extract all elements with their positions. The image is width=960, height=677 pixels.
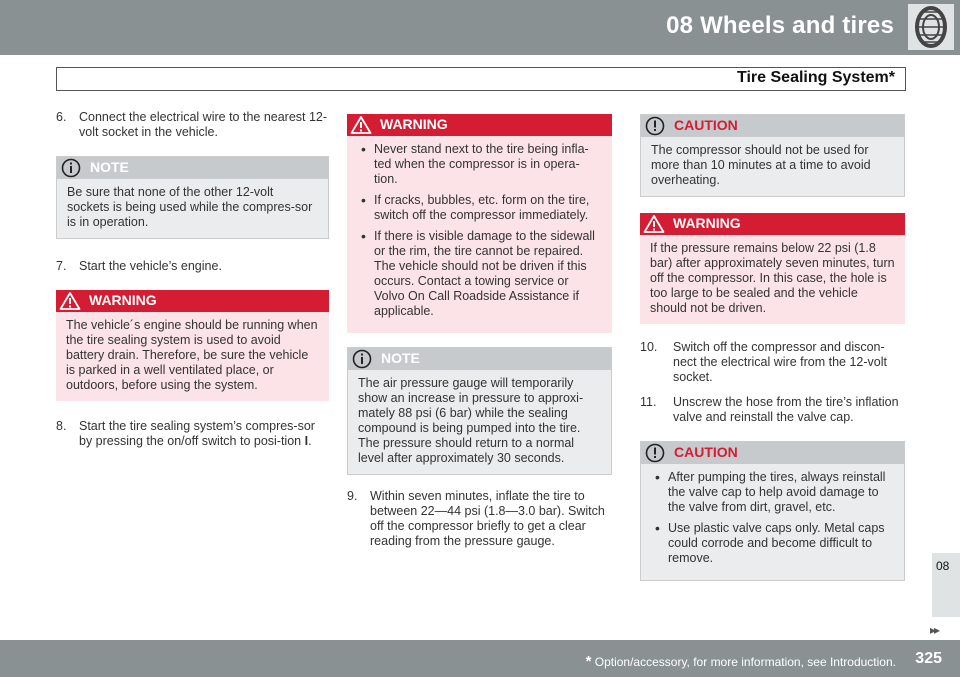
info-icon	[351, 349, 373, 369]
column-1	[56, 110, 329, 459]
caution-text: The compressor should not be used for more than 10 minutes at a time to avoid overheating.	[651, 143, 871, 187]
step-number: 10.	[640, 340, 658, 354]
step-text: Unscrew the hose from the tire’s inflation valve and reinstall the valve cap.	[673, 395, 899, 424]
note-box	[56, 156, 329, 239]
step-11	[640, 395, 905, 425]
column-3	[640, 114, 905, 595]
warning-box	[56, 290, 329, 401]
section-header	[56, 67, 906, 91]
warning-label: WARNING	[380, 116, 448, 132]
list-item: • If there is visible damage to the sidewall or the rim, the tire cannot be repaired. The vehicle should not be driven if this occurs. Contact a towing service or Volvo On Call Roadside Assistance if applicable.	[357, 229, 602, 319]
column-2	[347, 114, 612, 559]
info-icon	[60, 158, 82, 178]
chapter-title: 08 Wheels and tires	[666, 12, 894, 39]
exclamation-circle-icon	[644, 443, 666, 463]
warning-triangle-icon	[59, 291, 81, 311]
step-10	[640, 340, 905, 385]
list-item: • If cracks, bubbles, etc. form on the tire, switch off the compressor immediately.	[357, 193, 602, 223]
note-text: Be sure that none of the other 12-volt sockets is being used while the compres-sor is in operation.	[67, 185, 313, 229]
warning-bullet-list	[357, 142, 602, 319]
list-item: • Use plastic valve caps only. Metal caps could corrode and become difficult to remove.	[651, 521, 894, 566]
caution-bullet-list	[651, 470, 894, 566]
step-text: Start the vehicle’s engine.	[79, 259, 222, 273]
caution-body	[641, 464, 904, 580]
exclamation-circle-icon	[644, 116, 666, 136]
chapter-header-bar	[0, 0, 960, 55]
step-number: 7.	[56, 259, 67, 273]
warning-triangle-icon	[350, 115, 372, 135]
step-number: 8.	[56, 419, 67, 433]
note-box	[347, 347, 612, 475]
warning-text: If the pressure remains below 22 psi (1.8 bar) after approximately seven minutes, turn off the compressor. In this case, the hole is too large to be sealed and the vehicle should not be driven.	[650, 241, 895, 315]
warning-header	[347, 114, 612, 136]
caution-header	[641, 115, 904, 137]
note-text: The air pressure gauge will temporarily show an increase in pressure to approxi-mately 88 psi (6 bar) while the sealing compound is being pumped into the tire. The pressure should return to a normal level after approximately 30 seconds.	[358, 376, 584, 465]
caution-label: CAUTION	[674, 117, 738, 133]
footnote	[586, 653, 896, 670]
note-header	[57, 157, 328, 179]
warning-triangle-icon	[643, 214, 665, 234]
step-text: Within seven minutes, inflate the tire to between 22—44 psi (1.8—3.0 bar). Switch off the compressor briefly to get a clear reading from the pressure gauge.	[370, 489, 605, 548]
note-label: NOTE	[381, 350, 420, 366]
step-number: 11.	[640, 395, 657, 409]
step-8	[56, 419, 329, 449]
footnote-text: Option/accessory, for more information, see Introduction.	[591, 655, 896, 669]
warning-box	[640, 213, 905, 324]
warning-header	[640, 213, 905, 235]
step-text: Start the tire sealing system’s compres-sor by pressing the on/off switch to posi-tion	[79, 419, 315, 448]
footnote-star: *	[585, 653, 592, 670]
note-header	[348, 348, 611, 370]
warning-box	[347, 114, 612, 333]
step-6	[56, 110, 329, 140]
caution-box	[640, 441, 905, 581]
caution-label: CAUTION	[674, 444, 738, 460]
page-footer	[0, 640, 960, 677]
list-item: • After pumping the tires, always reinstall the valve cap to help avoid damage to the valve from dirt, gravel, etc.	[651, 470, 894, 515]
caution-box	[640, 114, 905, 197]
section-title: Tire Sealing System*	[737, 69, 895, 86]
step-7	[56, 259, 329, 274]
list-item: • Never stand next to the tire being infla-ted when the compressor is in opera-tion.	[357, 142, 602, 187]
position-label: I	[304, 434, 309, 448]
step-9	[347, 489, 612, 549]
side-tab-label: 08	[936, 559, 950, 573]
warning-label: WARNING	[673, 215, 741, 231]
warning-label: WARNING	[89, 292, 157, 308]
wheel-icon	[908, 4, 954, 50]
warning-text: The vehicle´s engine should be running when the tire sealing system is used to avoid battery drain. Therefore, be sure the vehicle is parked in a well ventilated place, or outdoors, before using the system.	[66, 318, 318, 392]
note-label: NOTE	[90, 159, 129, 175]
step-number: 9.	[347, 489, 358, 503]
next-page-arrows-icon[interactable]: ▸▸	[930, 623, 939, 637]
step-text: Switch off the compressor and discon-nect the electrical wire from the 12-volt socket.	[673, 340, 887, 384]
warning-body	[347, 136, 612, 333]
step-number: 6.	[56, 110, 67, 124]
caution-header	[641, 442, 904, 464]
page-number: 325	[915, 650, 942, 667]
step-text-end: .	[308, 434, 312, 448]
step-text: Connect the electrical wire to the nearest 12-volt socket in the vehicle.	[79, 110, 328, 139]
warning-header	[56, 290, 329, 312]
